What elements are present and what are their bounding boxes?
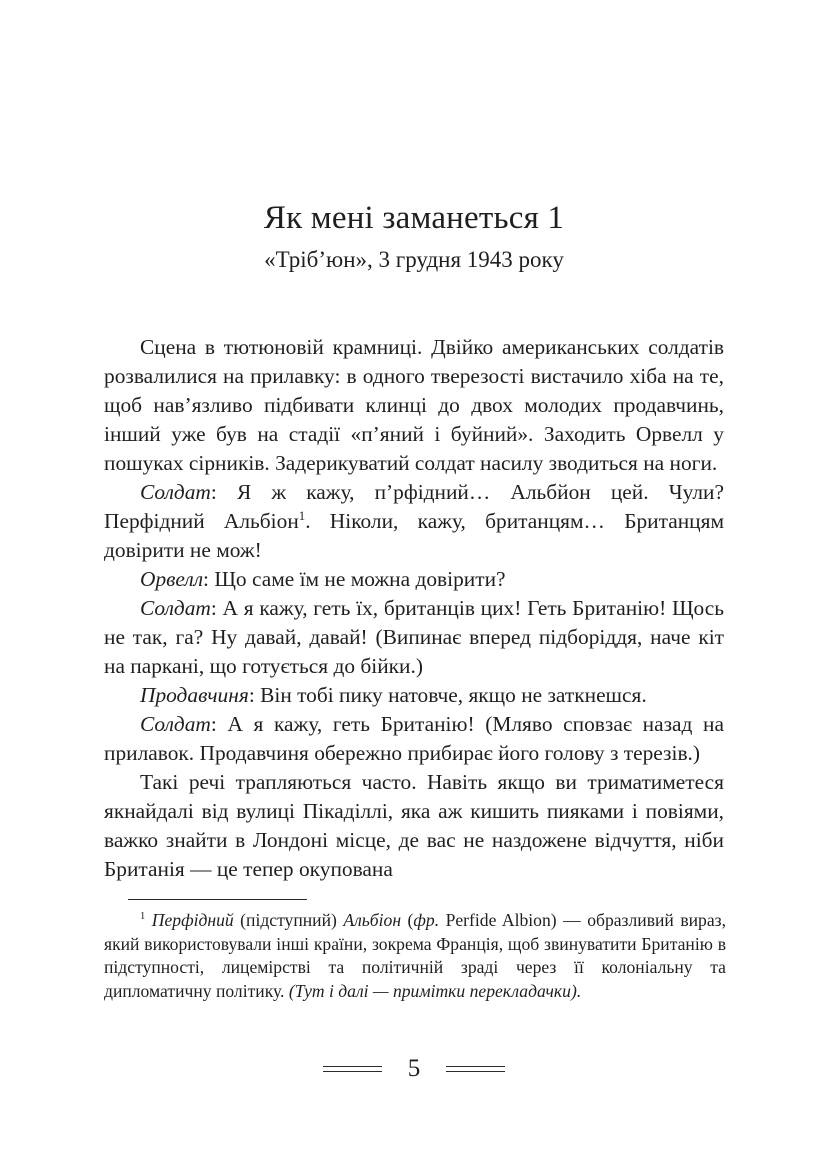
paragraph (104, 768, 724, 884)
text-segment: : Що саме їм не можна довірити? (203, 567, 506, 591)
speaker-name: Солдат (140, 712, 211, 736)
paragraph (104, 333, 724, 478)
footnote-separator-rule (128, 899, 307, 900)
text-segment: ( (401, 910, 414, 930)
footnote-marker: 1 (298, 508, 306, 523)
text-segment: Такі речі трапляються часто. Навіть якщо ви триматиметеся якнайдалі від вулиці Пікаділлі, яка аж кишить пияками і повіями, важко знайти в Лондоні місце, де вас не наздожене відчуття, ніби Британія — це тепер окупована (104, 770, 724, 881)
page-footer (0, 1056, 828, 1081)
speaker-name: Солдат (140, 480, 211, 504)
body-text (104, 333, 724, 884)
chapter-subtitle: «Тріб’юн», 3 грудня 1943 року (264, 247, 564, 273)
text-segment: Сцена в тютюновій крамниці. Двійко американських солдатів розвалилися на прилавку: в одного тверезості вистачило хіба на те, щоб нав’язливо підбивати клинці до двох молодих продавчинь, інший уже був на стадії «п’яний і буйний». Заходить Орвелл у пошуках сірників. Задерикуватий солдат насилу зводиться на ноги. (104, 335, 724, 475)
footnote-marker: 1 (140, 911, 146, 923)
footer-rule-left (323, 1066, 382, 1072)
paragraph (104, 681, 724, 710)
speaker-name: фр. (413, 910, 440, 930)
speaker-name: Орвелл (140, 567, 204, 591)
text-segment: . Ніколи, кажу, британцям… Британцям довірити не мож! (104, 509, 724, 562)
paragraph (104, 565, 724, 594)
text-segment: : Він тобі пику натовче, якщо не заткнешся. (248, 683, 647, 707)
footnote (104, 909, 726, 1003)
paragraph (104, 710, 724, 768)
speaker-name: Перфідний (145, 910, 234, 930)
speaker-name: Альбіон (343, 910, 402, 930)
speaker-name: Продавчиня (140, 683, 249, 707)
chapter-header (0, 0, 828, 275)
page-number: 5 (407, 1055, 421, 1082)
paragraph (104, 594, 724, 681)
chapter-title: Як мені заманеться 1 (263, 200, 565, 236)
footer-rule-right (446, 1066, 505, 1072)
speaker-name: Солдат (140, 596, 211, 620)
text-segment: (підступний) (233, 910, 344, 930)
text-segment: : А я кажу, геть їх, британців цих! Геть Британію! Щось не так, га? Ну давай, давай! (Випинає вперед підборіддя, наче кіт на паркані, що готується до бійки.) (104, 596, 724, 678)
paragraph (104, 478, 724, 565)
text-segment: : Я ж кажу, п’рфідний… Альбйон цей. Чули? Перфідний Альбіон (104, 480, 724, 533)
text-segment: Perfide Albion) — образливий вираз, який використовували інші країни, зокрема Франція, щоб звинуватити Британію в підступності, лицемірстві та політичній зраді через її колоніальну та дипломатичну політику. (104, 910, 727, 1001)
text-segment: : А я кажу, геть Британію! (Мляво сповзає назад на прилавок. Продавчиня обережно прибирає його голову з терезів.) (104, 712, 724, 765)
speaker-name: (Тут і далі — примітки перекладачки). (288, 980, 582, 1001)
